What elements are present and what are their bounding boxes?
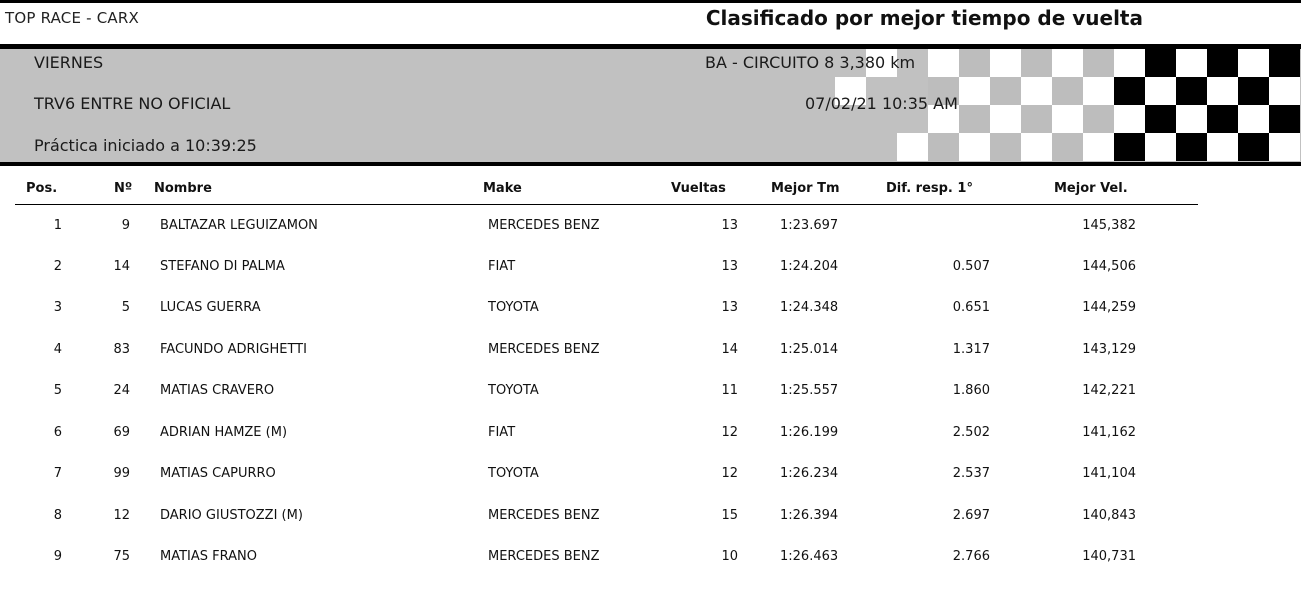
flag-square — [1238, 77, 1269, 105]
flag-square — [1176, 133, 1207, 161]
column-headers — [0, 181, 1301, 203]
cell-num: 69 — [113, 425, 130, 440]
cell-num: 75 — [113, 549, 130, 564]
cell-speed: 144,259 — [1082, 300, 1136, 315]
flag-square — [1052, 49, 1083, 77]
cell-num: 14 — [113, 259, 130, 274]
circuit-info: BA - CIRCUITO 8 3,380 km — [705, 53, 916, 72]
flag-square — [1269, 105, 1300, 133]
flag-square — [990, 105, 1021, 133]
cell-speed: 141,162 — [1082, 425, 1136, 440]
flag-square — [1114, 105, 1145, 133]
flag-square — [1207, 77, 1238, 105]
flag-square — [928, 133, 959, 161]
flag-square — [1083, 49, 1114, 77]
flag-square — [1052, 77, 1083, 105]
cell-diff: 0.651 — [952, 300, 990, 315]
cell-diff: 0.507 — [952, 259, 990, 274]
flag-square — [990, 77, 1021, 105]
cell-make: TOYOTA — [488, 300, 539, 315]
col-pos: Pos. — [26, 181, 58, 196]
cell-name: LUCAS GUERRA — [160, 300, 261, 315]
cell-best-time: 1:25.557 — [780, 383, 839, 398]
session-start: Práctica iniciado a 10:39:25 — [34, 136, 257, 155]
cell-num: 99 — [113, 466, 130, 481]
cell-laps: 12 — [721, 425, 738, 440]
flag-square — [1021, 49, 1052, 77]
flag-square — [959, 49, 990, 77]
header-rule — [15, 204, 1198, 205]
flag-square — [1021, 77, 1052, 105]
flag-square — [1114, 77, 1145, 105]
cell-make: FIAT — [488, 259, 516, 274]
cell-laps: 15 — [721, 508, 738, 523]
session-day: VIERNES — [34, 53, 104, 72]
flag-square — [1083, 77, 1114, 105]
col-diff: Dif. resp. 1° — [886, 181, 973, 196]
table-row — [0, 257, 1301, 297]
table-row — [0, 464, 1301, 504]
cell-name: MATIAS CAPURRO — [160, 466, 276, 481]
cell-make: TOYOTA — [488, 383, 539, 398]
cell-laps: 13 — [721, 259, 738, 274]
flag-square — [1176, 105, 1207, 133]
cell-name: MATIAS CRAVERO — [160, 383, 275, 398]
cell-best-time: 1:26.199 — [780, 425, 839, 440]
flag-square — [1238, 105, 1269, 133]
flag-square — [1021, 105, 1052, 133]
cell-pos: 9 — [53, 549, 62, 564]
flag-square — [928, 49, 959, 77]
cell-name: FACUNDO ADRIGHETTI — [160, 342, 307, 357]
cell-speed: 142,221 — [1082, 383, 1136, 398]
flag-square — [1145, 105, 1176, 133]
cell-pos: 4 — [53, 342, 62, 357]
cell-laps: 13 — [721, 218, 738, 233]
cell-best-time: 1:23.697 — [780, 218, 839, 233]
cell-pos: 7 — [53, 466, 62, 481]
session-datetime: 07/02/21 10:35 AM — [805, 94, 958, 113]
flag-square — [866, 133, 897, 161]
cell-diff: 2.502 — [952, 425, 990, 440]
col-name: Nombre — [154, 181, 212, 196]
flag-square — [1207, 105, 1238, 133]
flag-square — [1145, 133, 1176, 161]
cell-speed: 140,731 — [1082, 549, 1136, 564]
cell-laps: 12 — [721, 466, 738, 481]
flag-square — [897, 133, 928, 161]
cell-pos: 6 — [53, 425, 62, 440]
table-row — [0, 547, 1301, 587]
cell-diff: 2.697 — [952, 508, 990, 523]
table-row — [0, 216, 1301, 256]
col-make: Make — [483, 181, 522, 196]
cell-name: BALTAZAR LEGUIZAMON — [160, 218, 318, 233]
cell-num: 12 — [113, 508, 130, 523]
flag-square — [959, 77, 990, 105]
cell-diff: 1.317 — [952, 342, 990, 357]
flag-square — [1021, 133, 1052, 161]
cell-name: MATIAS FRANO — [160, 549, 257, 564]
cell-diff: 2.766 — [952, 549, 990, 564]
cell-best-time: 1:26.463 — [780, 549, 839, 564]
table-row — [0, 506, 1301, 546]
cell-make: TOYOTA — [488, 466, 539, 481]
cell-best-time: 1:24.348 — [780, 300, 839, 315]
cell-speed: 141,104 — [1082, 466, 1136, 481]
cell-pos: 3 — [53, 300, 62, 315]
cell-speed: 143,129 — [1082, 342, 1136, 357]
table-row — [0, 298, 1301, 338]
flag-square — [1269, 77, 1300, 105]
flag-square — [959, 105, 990, 133]
cell-name: DARIO GIUSTOZZI (M) — [160, 508, 303, 523]
cell-make: MERCEDES BENZ — [488, 218, 600, 233]
cell-num: 9 — [121, 218, 130, 233]
flag-square — [1176, 77, 1207, 105]
flag-square — [1145, 49, 1176, 77]
cell-laps: 13 — [721, 300, 738, 315]
cell-num: 24 — [113, 383, 130, 398]
cell-make: MERCEDES BENZ — [488, 508, 600, 523]
report-title: Clasificado por mejor tiempo de vuelta — [705, 6, 1143, 30]
cell-best-time: 1:26.394 — [780, 508, 839, 523]
flag-square — [1083, 105, 1114, 133]
flag-square — [1269, 49, 1300, 77]
table-row — [0, 340, 1301, 380]
col-num: Nº — [114, 181, 133, 196]
cell-diff: 2.537 — [952, 466, 990, 481]
flag-square — [835, 133, 866, 161]
cell-name: ADRIAN HAMZE (M) — [160, 425, 288, 440]
cell-best-time: 1:26.234 — [780, 466, 839, 481]
table-row — [0, 381, 1301, 421]
col-laps: Vueltas — [671, 181, 726, 196]
flag-square — [1207, 49, 1238, 77]
cell-diff: 1.860 — [952, 383, 990, 398]
cell-pos: 2 — [53, 259, 62, 274]
flag-square — [959, 133, 990, 161]
flag-square — [1052, 105, 1083, 133]
cell-pos: 1 — [53, 218, 62, 233]
cell-make: MERCEDES BENZ — [488, 549, 600, 564]
flag-square — [1176, 49, 1207, 77]
cell-speed: 145,382 — [1082, 218, 1136, 233]
cell-num: 5 — [121, 300, 130, 315]
flag-square — [990, 49, 1021, 77]
top-rule — [0, 0, 1301, 3]
cell-laps: 11 — [721, 383, 738, 398]
cell-speed: 140,843 — [1082, 508, 1136, 523]
flag-square — [990, 133, 1021, 161]
flag-square — [1083, 133, 1114, 161]
flag-square — [1269, 133, 1300, 161]
flag-square — [1114, 133, 1145, 161]
cell-make: MERCEDES BENZ — [488, 342, 600, 357]
flag-square — [1145, 77, 1176, 105]
col-best-speed: Mejor Vel. — [1054, 181, 1128, 196]
cell-name: STEFANO DI PALMA — [160, 259, 285, 274]
cell-pos: 8 — [53, 508, 62, 523]
flag-square — [1052, 133, 1083, 161]
cell-num: 83 — [113, 342, 130, 357]
cell-make: FIAT — [488, 425, 516, 440]
table-row — [0, 423, 1301, 463]
app-title: TOP RACE - CARX — [5, 9, 139, 27]
flag-square — [1238, 133, 1269, 161]
cell-laps: 10 — [721, 549, 738, 564]
cell-best-time: 1:25.014 — [780, 342, 839, 357]
cell-best-time: 1:24.204 — [780, 259, 839, 274]
flag-square — [1114, 49, 1145, 77]
cell-pos: 5 — [53, 383, 62, 398]
cell-speed: 144,506 — [1082, 259, 1136, 274]
session-name: TRV6 ENTRE NO OFICIAL — [34, 94, 231, 113]
flag-square — [1238, 49, 1269, 77]
cell-laps: 14 — [721, 342, 738, 357]
col-best-time: Mejor Tm — [771, 181, 840, 196]
flag-square — [1207, 133, 1238, 161]
